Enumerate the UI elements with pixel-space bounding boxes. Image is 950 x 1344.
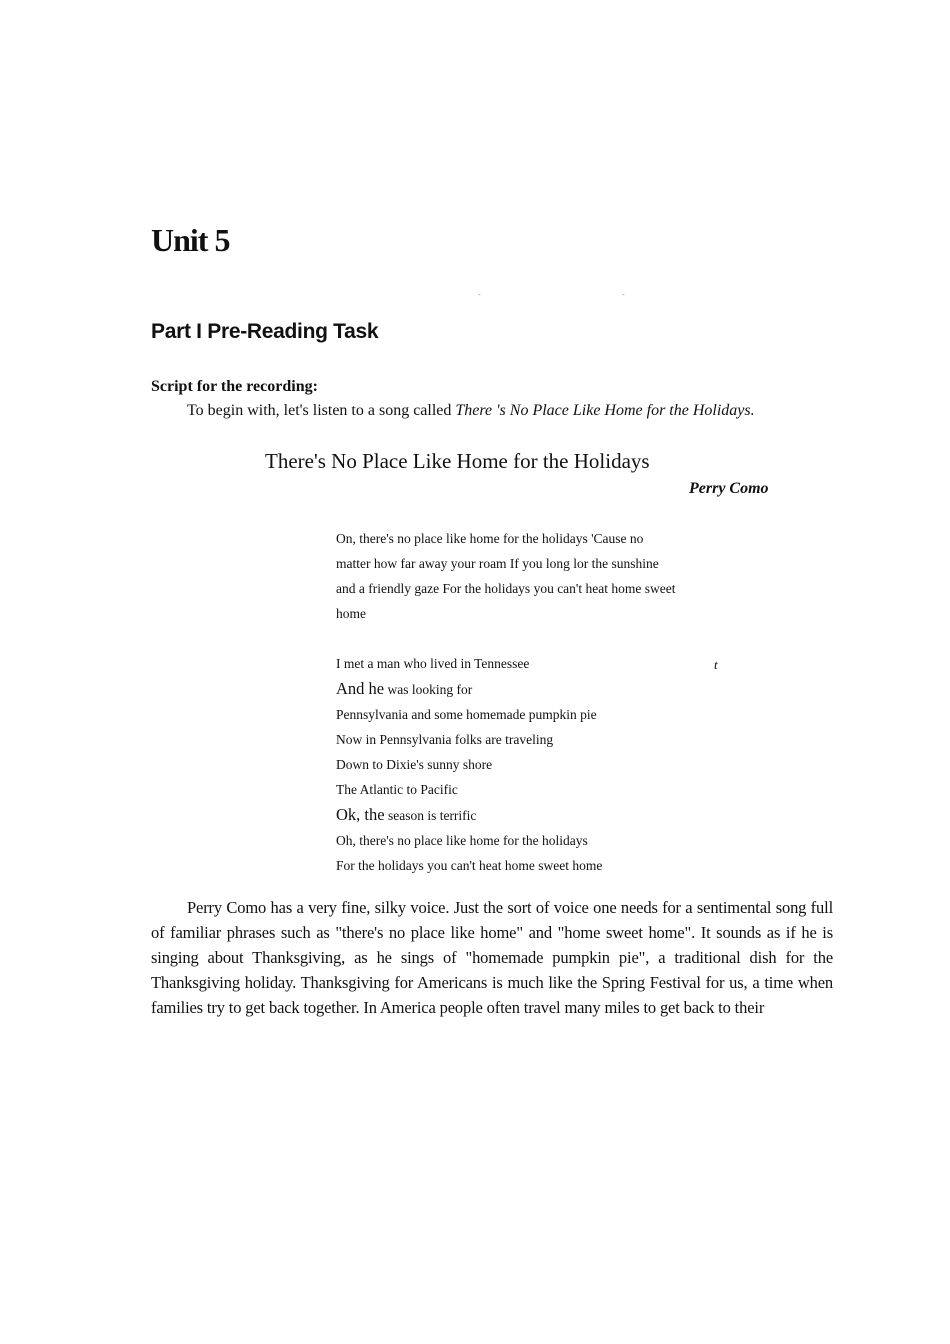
lyric-line: On, there's no place like home for the holidays 'Cause no — [336, 531, 644, 546]
lyric-line: Pennsylvania and some homemade pumpkin pie — [336, 707, 597, 722]
part-title: Part I Pre-Reading Task — [151, 320, 379, 343]
lyric-line: and a friendly gaze For the holidays you can't heat home sweet — [336, 581, 676, 596]
song-artist: Perry Como — [689, 480, 769, 497]
lyric-line: Oh, there's no place like home for the holidays — [336, 833, 588, 848]
lyric-line: The Atlantic to Pacific — [336, 782, 458, 797]
lyric-line: For the holidays you can't heat home sweet home — [336, 858, 603, 873]
scan-mark: - — [622, 290, 625, 299]
stray-mark: t — [714, 657, 718, 672]
lyric-small-text: was looking for — [384, 682, 473, 697]
scan-mark: - — [478, 290, 481, 299]
lyric-line: I met a man who lived in Tennessee — [336, 656, 530, 671]
intro-text: To begin with, let's listen to a song called — [187, 402, 456, 419]
script-label: Script for the recording: — [151, 378, 318, 395]
lyric-large-text: And he — [336, 679, 385, 698]
lyric-line — [336, 805, 476, 825]
intro-song-title: There 's No Place Like Home for the Holidays. — [455, 402, 755, 419]
lyric-line: home — [336, 606, 366, 621]
lyric-line: matter how far away your roam If you long lor the sunshine — [336, 556, 659, 571]
lyric-large-text: Ok, the — [336, 805, 385, 824]
body-paragraph: Perry Como has a very fine, silky voice. Just the sort of voice one needs for a sentimental song full of familiar phrases such as "there's no place like home" and "home sweet home". It sounds as if he is singing about Thanksgiving, as he sings of "homemade pumpkin pie", a traditional dish for the Thanksgiving holiday. Thanksgiving for Americans is much like the Spring Festival for us, a time when families try to get back together. In America people often travel many miles to get back to their — [151, 898, 833, 1017]
intro-sentence — [187, 402, 755, 420]
lyric-small-text: season is terrific — [384, 808, 477, 823]
unit-title: Unit 5 — [151, 222, 230, 258]
lyric-line: Now in Pennsylvania folks are traveling — [336, 732, 554, 747]
song-title: There's No Place Like Home for the Holidays — [265, 449, 650, 473]
lyric-line: Down to Dixie's sunny shore — [336, 757, 493, 772]
lyric-line — [336, 679, 472, 699]
